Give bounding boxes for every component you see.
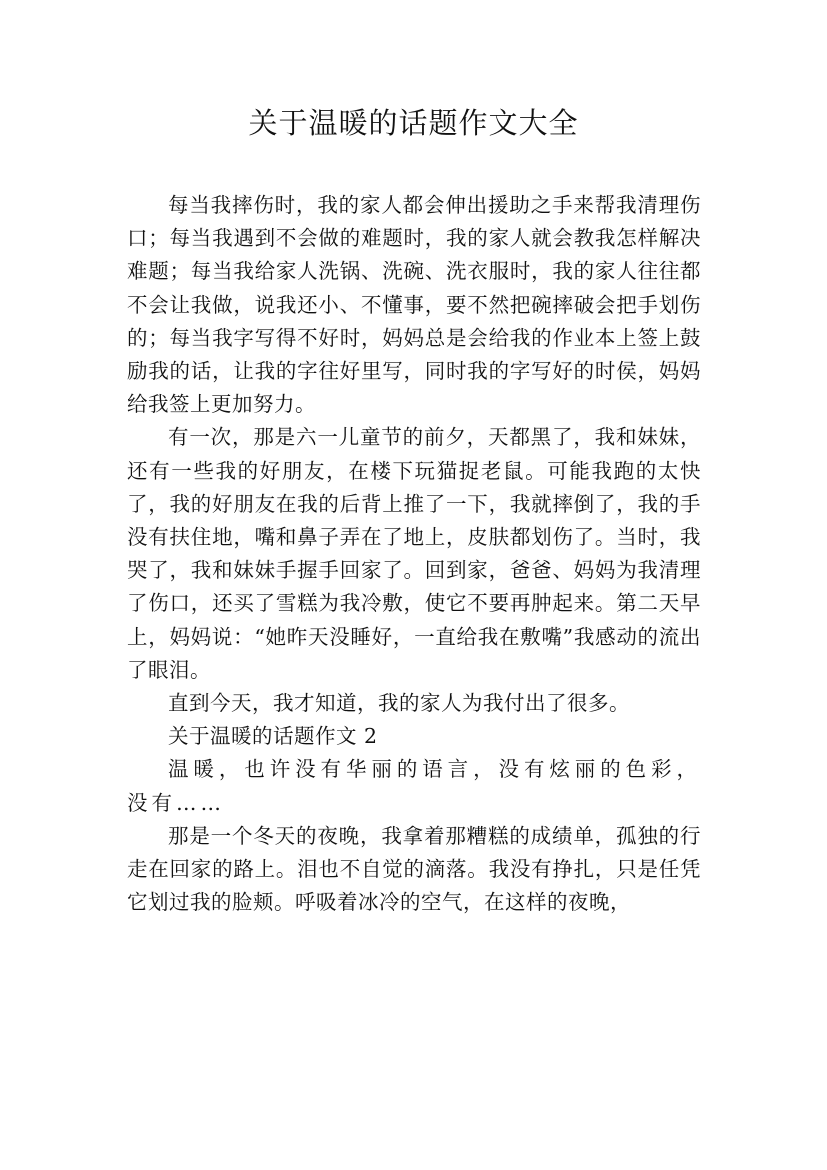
document-title: 关于温暖的话题作文大全 (248, 106, 579, 140)
section-heading: 关于温暖的话题作文 2 (168, 724, 378, 749)
document-body (127, 189, 701, 919)
paragraph-2: 有一次，那是六一儿童节的前夕，天都黑了，我和妹妹，还有一些我的好朋友，在楼下玩猫捉老鼠。可能我跑的太快了，我的好朋友在我的后背上推了一下，我就摔倒了，我的手没有扶住地，嘴和鼻子弄在了地上，皮肤都划伤了。当时，我哭了，我和妹妹手握手回家了。回到家，爸爸、妈妈为我清理了伤口，还买了雪糕为我冷敷，使它不要再肿起来。第二天早上，妈妈说：“她昨天没睡好，一直给我在敷嘴”我感动的流出了眼泪。 (127, 425, 701, 682)
paragraph-3: 直到今天，我才知道，我的家人为我付出了很多。 (168, 691, 630, 716)
paragraph-1: 每当我摔伤时，我的家人都会伸出援助之手来帮我清理伤口；每当我遇到不会做的难题时，我的家人就会教我怎样解决难题；每当我给家人洗锅、洗碗、洗衣服时，我的家人往往都不会让我做，说我还小、不懂事，要不然把碗摔破会把手划伤的；每当我字写得不好时，妈妈总是会给我的作业本上签上鼓励我的话，让我的字往好里写，同时我的字写好的时侯，妈妈给我签上更加努力。 (127, 193, 701, 417)
paragraph-4: 温暖，也许没有华丽的语言，没有炫丽的色彩，没有…… (127, 757, 701, 815)
paragraph-5: 那是一个冬天的夜晚，我拿着那糟糕的成绩单，孤独的行走在回家的路上。泪也不自觉的滴落。我没有挣扎，只是任凭它划过我的脸颊。呼吸着冰冷的空气，在这样的夜晚， (127, 823, 701, 915)
